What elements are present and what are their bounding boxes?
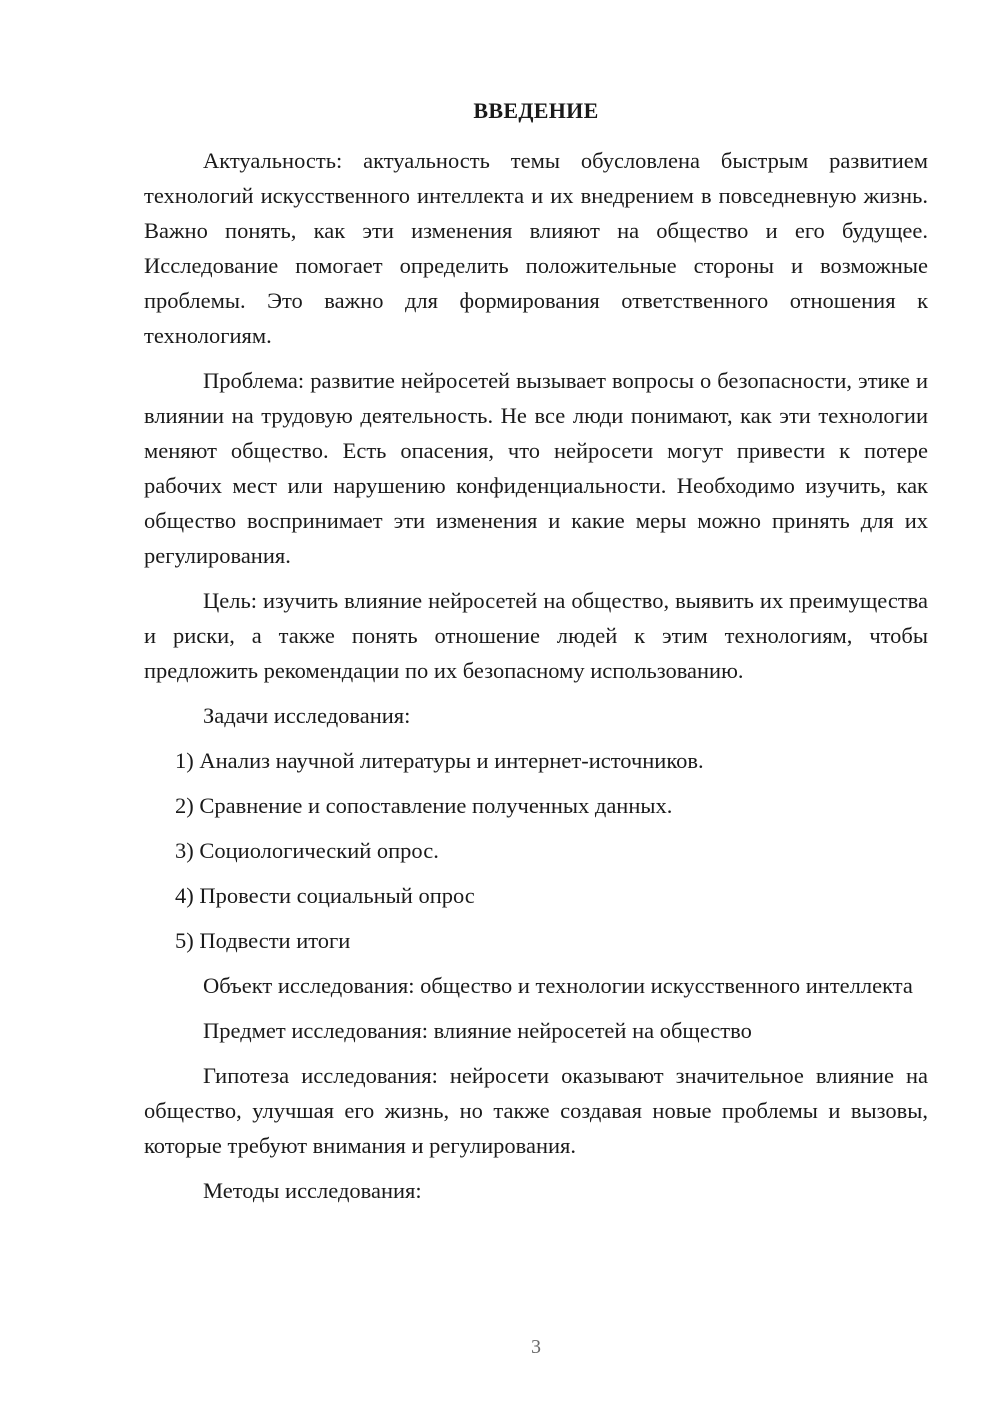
task-item: 4) Провести социальный опрос — [175, 883, 475, 908]
task-item: 2) Сравнение и сопоставление полученных данных. — [175, 793, 673, 818]
methods-title: Методы исследования: — [203, 1178, 422, 1203]
paragraph-relevance: Актуальность: актуальность темы обусловлена быстрым развитием технологий искусственного интеллекта и их внедрением в повседневную жизнь. Важно понять, как эти изменения влияют на общество и его будущее. Исследование помогает определить положительные стороны и возможные проблемы. Это важно для формирования ответственного отношения к технологиям. — [144, 148, 928, 348]
paragraph-object: Объект исследования: общество и технологии искусственного интеллекта — [203, 973, 913, 998]
paragraph-goal: Цель: изучить влияние нейросетей на общество, выявить их преимущества и риски, а также понять отношение людей к этим технологиям, чтобы предложить рекомендации по их безопасному использованию. — [144, 588, 928, 683]
paragraph-subject: Предмет исследования: влияние нейросетей на общество — [203, 1018, 752, 1043]
task-item: 1) Анализ научной литературы и интернет-источников. — [175, 748, 704, 773]
task-item: 3) Социологический опрос. — [175, 838, 439, 863]
task-item: 5) Подвести итоги — [175, 928, 351, 953]
page-title: ВВЕДЕНИЕ — [473, 98, 599, 123]
page-number: 3 — [531, 1336, 541, 1358]
document-body — [144, 143, 928, 1208]
paragraph-hypothesis: Гипотеза исследования: нейросети оказывают значительное влияние на общество, улучшая его жизнь, но также создавая новые проблемы и вызовы, которые требуют внимания и регулирования. — [144, 1063, 928, 1158]
paragraph-problem: Проблема: развитие нейросетей вызывает вопросы о безопасности, этике и влиянии на трудовую деятельность. Не все люди понимают, как эти технологии меняют общество. Есть опасения, что нейросети могут привести к потере рабочих мест или нарушению конфиденциальности. Необходимо изучить, как общество воспринимает эти изменения и какие меры можно принять для их регулирования. — [144, 368, 928, 568]
tasks-title: Задачи исследования: — [203, 703, 411, 728]
